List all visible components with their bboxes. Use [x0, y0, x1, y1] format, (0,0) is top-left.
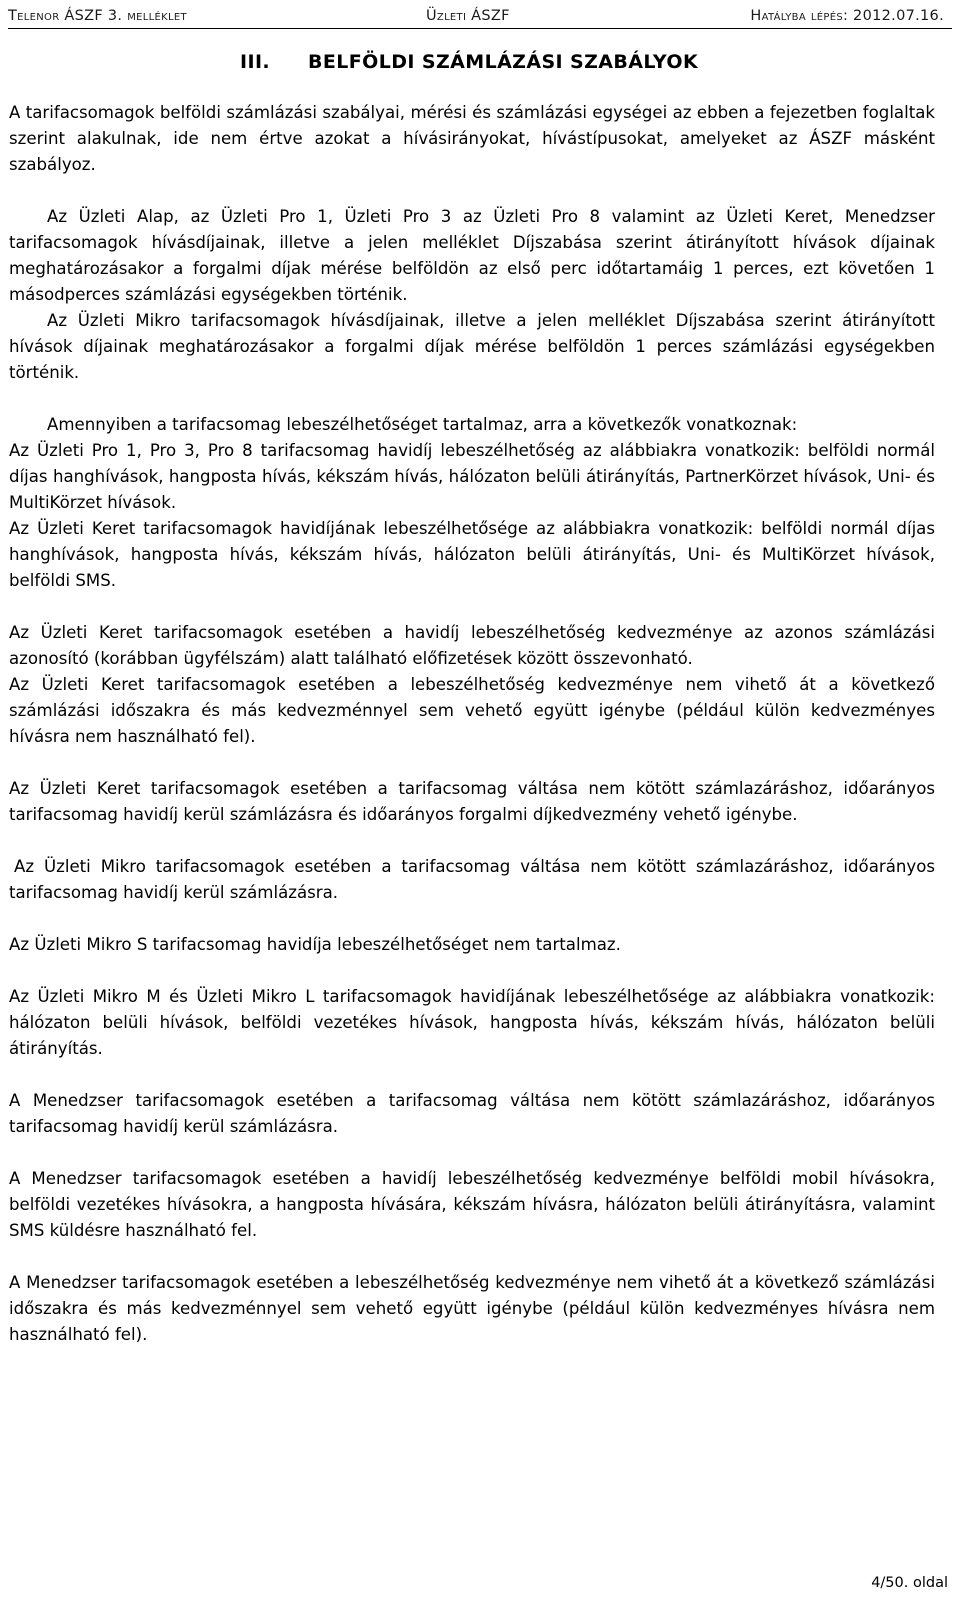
header-effective-date: Hatályba lépés: 2012.07.16. [750, 8, 944, 24]
paragraph-menedzser-plan-change: A Menedzser tarifacsomagok esetében a tarifacsomag váltása nem kötött számlazáráshoz, időarányos tarifacsomag havidíj kerül számlázásra. [9, 1091, 935, 1136]
paragraph-pro-allowance: Az Üzleti Pro 1, Pro 3, Pro 8 tarifacsomag havidíj lebeszélhetőség az alábbiakra vonatkozik: belföldi normál díjas hanghívások, hangposta hívás, kékszám hívás, hálózaton belüli átirányítás, PartnerKörzet hívások, Uni- és MultiKörzet hívások. [9, 441, 935, 512]
section-title [240, 51, 698, 73]
document-body [9, 100, 935, 1348]
paragraph-keret-no-rollover: Az Üzleti Keret tarifacsomagok esetében a lebeszélhetőség kedvezménye nem vihető át a következő számlázási időszakra és más kedvezménnyel sem vehető együtt igénybe (például külön kedvezményes hívásra nem használható fel). [9, 675, 935, 746]
paragraph-menedzser-no-rollover: A Menedzser tarifacsomagok esetében a lebeszélhetőség kedvezménye nem vihető át a következő számlázási időszakra és más kedvezménnyel sem vehető együtt igénybe (például külön kedvezményes hívásra nem használható fel). [9, 1273, 935, 1344]
paragraph-keret-plan-change: Az Üzleti Keret tarifacsomagok esetében a tarifacsomag váltása nem kötött számlazáráshoz, időarányos tarifacsomag havidíj kerül számlázásra és időarányos forgalmi díjkedvezmény vehető igénybe. [9, 779, 935, 824]
paragraph-mikro-m-l: Az Üzleti Mikro M és Üzleti Mikro L tarifacsomagok havidíjának lebeszélhetősége az alábbiakra vonatkozik: hálózaton belüli hívások, belföldi vezetékes hívások, hangposta hívás, kékszám hívás, hálózaton belüli átirányítás. [9, 987, 935, 1058]
paragraph-measurement-mikro: Az Üzleti Mikro tarifacsomagok hívásdíjainak, illetve a jelen melléklet Díjszabása szerint átirányított hívások díjainak meghatározásakor a forgalmi díjak mérése belföldön 1 perces számlázási egységekben történik. [9, 311, 935, 382]
section-number: III. [240, 51, 271, 73]
header-document-name: Telenor ÁSZF 3. melléklet [8, 8, 187, 24]
header-document-type: Üzleti ÁSZF [426, 8, 510, 24]
paragraph-menedzser-allowance: A Menedzser tarifacsomagok esetében a havidíj lebeszélhetőség kedvezménye belföldi mobil hívásokra, belföldi vezetékes hívásokra, a hangposta hívására, kékszám hívásra, hálózaton belüli átirányításra, valamint SMS küldésre használható fel. [9, 1169, 935, 1240]
page-header [8, 6, 952, 29]
section-title-text: BELFÖLDI SZÁMLÁZÁSI SZABÁLYOK [308, 51, 699, 73]
paragraph-mikro-plan-change: Az Üzleti Mikro tarifacsomagok esetében a tarifacsomag váltása nem kötött számlazáráshoz, időarányos tarifacsomag havidíj kerül számlázásra. [9, 857, 935, 902]
paragraph-mikro-s: Az Üzleti Mikro S tarifacsomag havidíja lebeszélhetőséget nem tartalmaz. [9, 935, 621, 954]
paragraph-allowance-intro: Amennyiben a tarifacsomag lebeszélhetőséget tartalmaz, arra a következők vonatkoznak: [47, 415, 798, 434]
paragraph-measurement-main: Az Üzleti Alap, az Üzleti Pro 1, Üzleti Pro 3 az Üzleti Pro 8 valamint az Üzleti Keret, Menedzser tarifacsomagok hívásdíjainak, illetve a jelen melléklet Díjszabása szerint átirányított hívások díjainak meghatározásakor a forgalmi díjak mérése belföldön az első perc időtartamáig 1 perces, ezt követően 1 másodperces számlázási egységekben történik. [9, 207, 935, 304]
paragraph-intro: A tarifacsomagok belföldi számlázási szabályai, mérési és számlázási egységei az ebben a fejezetben foglaltak szerint alakulnak, ide nem értve azokat a hívásirányokat, hívástípusokat, amelyeket az ÁSZF másként szabályoz. [9, 103, 935, 174]
page-number: 4/50. oldal [871, 1575, 948, 1591]
paragraph-keret-pooling: Az Üzleti Keret tarifacsomagok esetében a havidíj lebeszélhetőség kedvezménye az azonos számlázási azonosító (korábban ügyfélszám) alatt található előfizetések között összevonható. [9, 623, 935, 668]
paragraph-keret-allowance: Az Üzleti Keret tarifacsomagok havidíjának lebeszélhetősége az alábbiakra vonatkozik: belföldi normál díjas hanghívások, hangposta hívás, kékszám hívás, hálózaton belüli átirányítás, Uni- és MultiKörzet hívások, belföldi SMS. [9, 519, 935, 590]
